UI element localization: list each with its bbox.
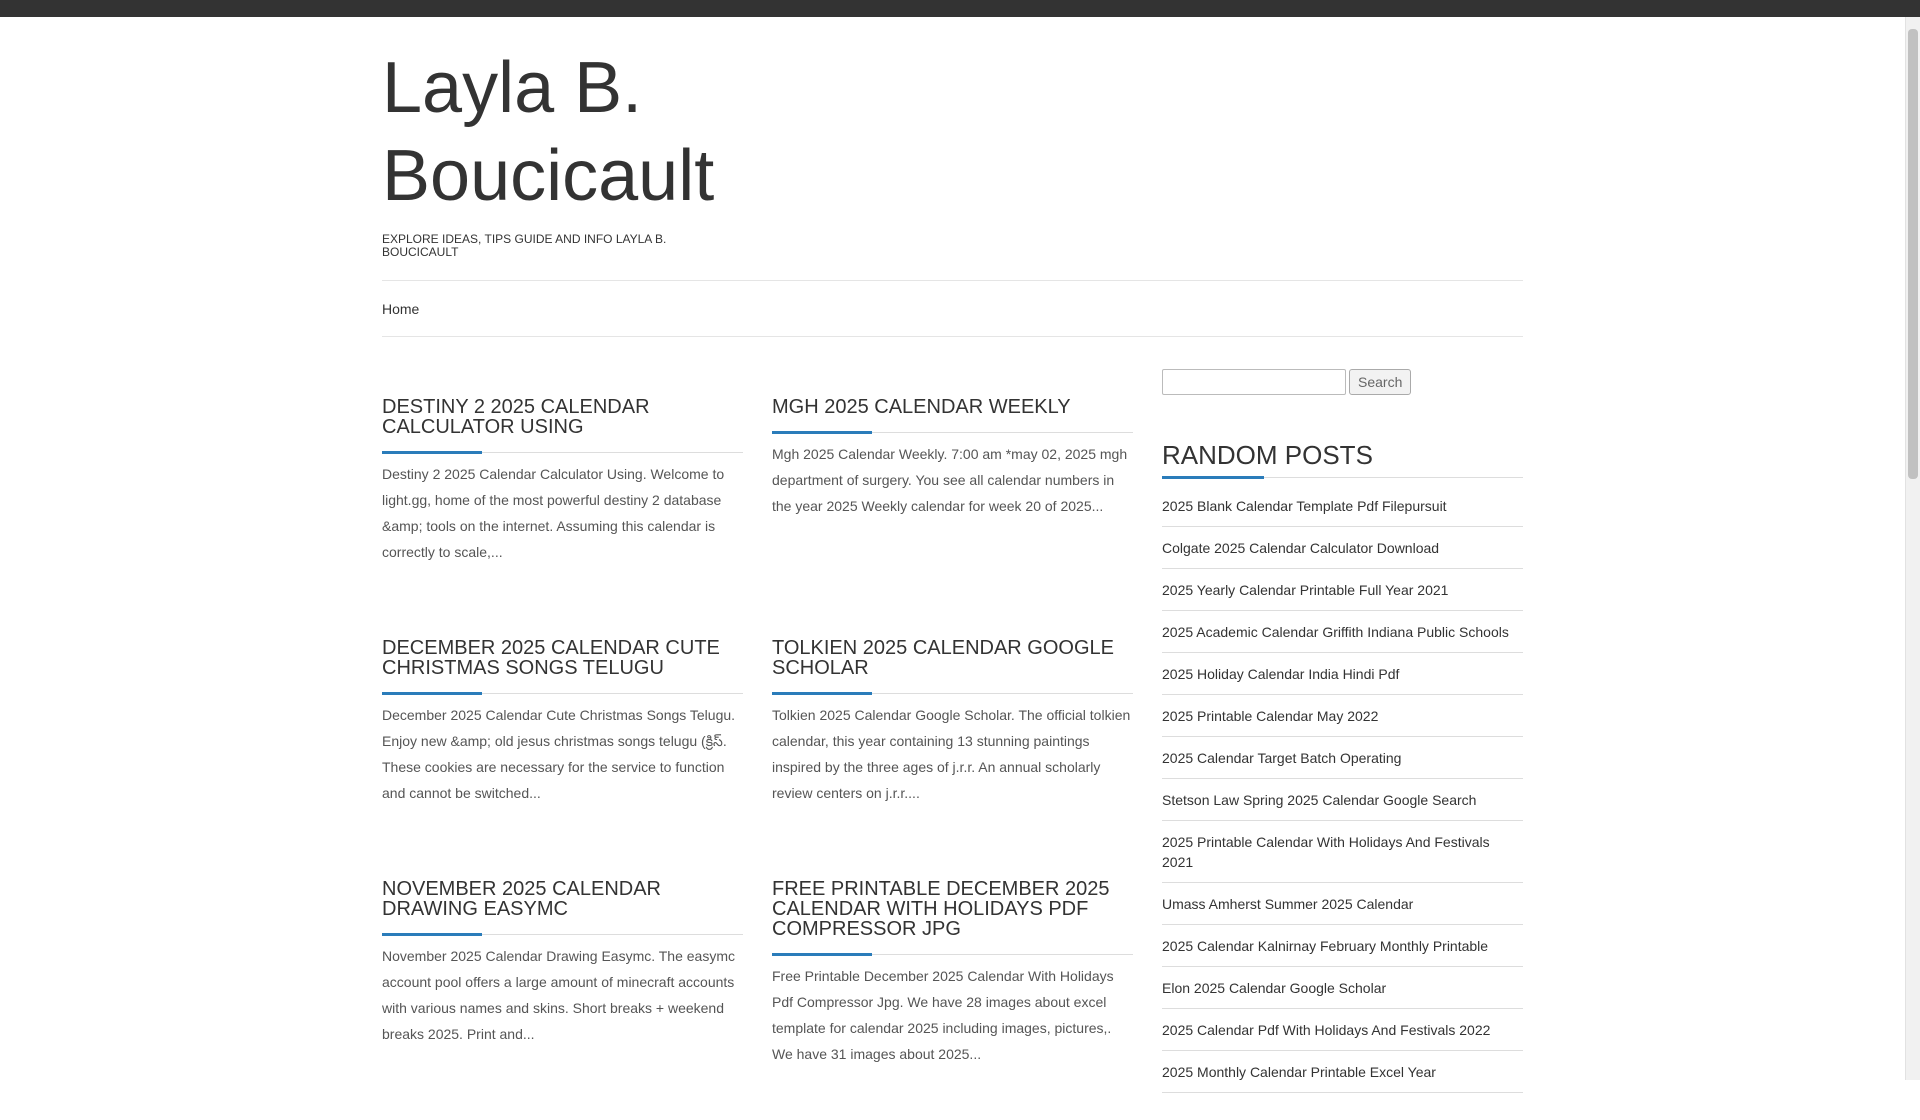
scrollbar-thumb[interactable] bbox=[1908, 29, 1918, 479]
random-post-link[interactable]: 2025 Calendar Pdf With Holidays And Festivals 2022 bbox=[1162, 1009, 1523, 1051]
post-excerpt: November 2025 Calendar Drawing Easymc. The easymc account pool offers a large amount of minecraft accounts with various names and skins. Short breaks + weekend breaks 2025. Print and... bbox=[382, 948, 736, 1042]
post-excerpt: Destiny 2 2025 Calendar Calculator Using. Welcome to light.gg, home of the most powerful destiny 2 database &amp; tools on the internet. Assuming this calendar is correctly to scale,... bbox=[382, 466, 725, 560]
page-wrapper bbox=[382, 17, 1523, 1080]
search-form bbox=[1162, 369, 1523, 395]
post-title[interactable]: DESTINY 2 2025 CALENDAR CALCULATOR USING bbox=[382, 397, 743, 453]
random-post-link[interactable]: Stetson Law Spring 2025 Calendar Google Search bbox=[1162, 779, 1523, 821]
post-title[interactable]: TOLKIEN 2025 CALENDAR GOOGLE SCHOLAR bbox=[772, 638, 1133, 694]
random-posts-heading: RANDOM POSTS bbox=[1162, 442, 1523, 478]
random-post-link[interactable]: 2025 Academic Calendar Griffith Indiana Public Schools bbox=[1162, 611, 1523, 653]
post-card bbox=[772, 397, 1133, 638]
site-tagline: EXPLORE IDEAS, TIPS GUIDE AND INFO LAYLA B. BOUCICAULT bbox=[382, 232, 667, 259]
post-card bbox=[772, 638, 1133, 879]
post-title[interactable]: MGH 2025 CALENDAR WEEKLY bbox=[772, 397, 1133, 433]
page-scrollbar[interactable] bbox=[1905, 17, 1920, 1080]
sidebar bbox=[1162, 337, 1523, 1093]
main-navigation bbox=[382, 280, 1523, 337]
random-post-link[interactable]: 2025 Printable Calendar May 2022 bbox=[1162, 695, 1523, 737]
random-post-link[interactable]: 2025 Calendar Target Batch Operating bbox=[1162, 737, 1523, 779]
random-post-link[interactable]: 2025 Monthly Calendar Printable Excel Year bbox=[1162, 1051, 1523, 1093]
random-post-link[interactable]: 2025 Printable Calendar With Holidays And Festivals 2021 bbox=[1162, 821, 1523, 883]
random-post-link[interactable]: Umass Amherst Summer 2025 Calendar bbox=[1162, 883, 1523, 925]
post-card bbox=[382, 397, 743, 638]
post-title[interactable]: NOVEMBER 2025 CALENDAR DRAWING EASYMC bbox=[382, 879, 743, 935]
post-excerpt: Tolkien 2025 Calendar Google Scholar. The official tolkien calendar, this year containing 13 stunning paintings inspired by the three ages of j.r.r. An annual scholarly review centers on j.r.r.... bbox=[772, 707, 1131, 801]
random-post-link[interactable]: 2025 Yearly Calendar Printable Full Year 2021 bbox=[1162, 569, 1523, 611]
search-input[interactable] bbox=[1162, 369, 1346, 395]
random-post-link[interactable]: Colgate 2025 Calendar Calculator Download bbox=[1162, 527, 1523, 569]
post-grid bbox=[382, 397, 1132, 1120]
post-excerpt: December 2025 Calendar Cute Christmas Songs Telugu. Enjoy new &amp; old jesus christmas songs telugu (క్రిస్. These cookies are necessary for the service to function and cannot be switched... bbox=[382, 707, 736, 801]
post-title[interactable]: DECEMBER 2025 CALENDAR CUTE CHRISTMAS SONGS TELUGU bbox=[382, 638, 743, 694]
nav-home-link[interactable]: Home bbox=[382, 300, 420, 317]
site-title[interactable]: Layla B. Boucicault bbox=[382, 48, 715, 216]
top-bar bbox=[0, 0, 1920, 17]
search-button[interactable]: Search bbox=[1349, 369, 1411, 395]
post-card bbox=[382, 638, 743, 879]
random-post-link[interactable]: 2025 Holiday Calendar India Hindi Pdf bbox=[1162, 653, 1523, 695]
post-card bbox=[382, 879, 743, 1120]
random-posts-list bbox=[1162, 496, 1523, 1093]
random-post-link[interactable]: Elon 2025 Calendar Google Scholar bbox=[1162, 967, 1523, 1009]
post-excerpt: Free Printable December 2025 Calendar With Holidays Pdf Compressor Jpg. We have 28 images about excel template for calendar 2025 including images, pictures,. We have 31 images about 2025... bbox=[772, 968, 1114, 1062]
random-post-link[interactable]: 2025 Blank Calendar Template Pdf Filepursuit bbox=[1162, 496, 1523, 527]
post-title[interactable]: FREE PRINTABLE DECEMBER 2025 CALENDAR WITH HOLIDAYS PDF COMPRESSOR JPG bbox=[772, 879, 1133, 955]
post-card bbox=[772, 879, 1133, 1120]
random-post-link[interactable]: 2025 Calendar Kalnirnay February Monthly Printable bbox=[1162, 925, 1523, 967]
post-excerpt: Mgh 2025 Calendar Weekly. 7:00 am *may 02, 2025 mgh department of surgery. You see all calendar numbers in the year 2025 Weekly calendar for week 20 of 2025... bbox=[772, 446, 1128, 514]
